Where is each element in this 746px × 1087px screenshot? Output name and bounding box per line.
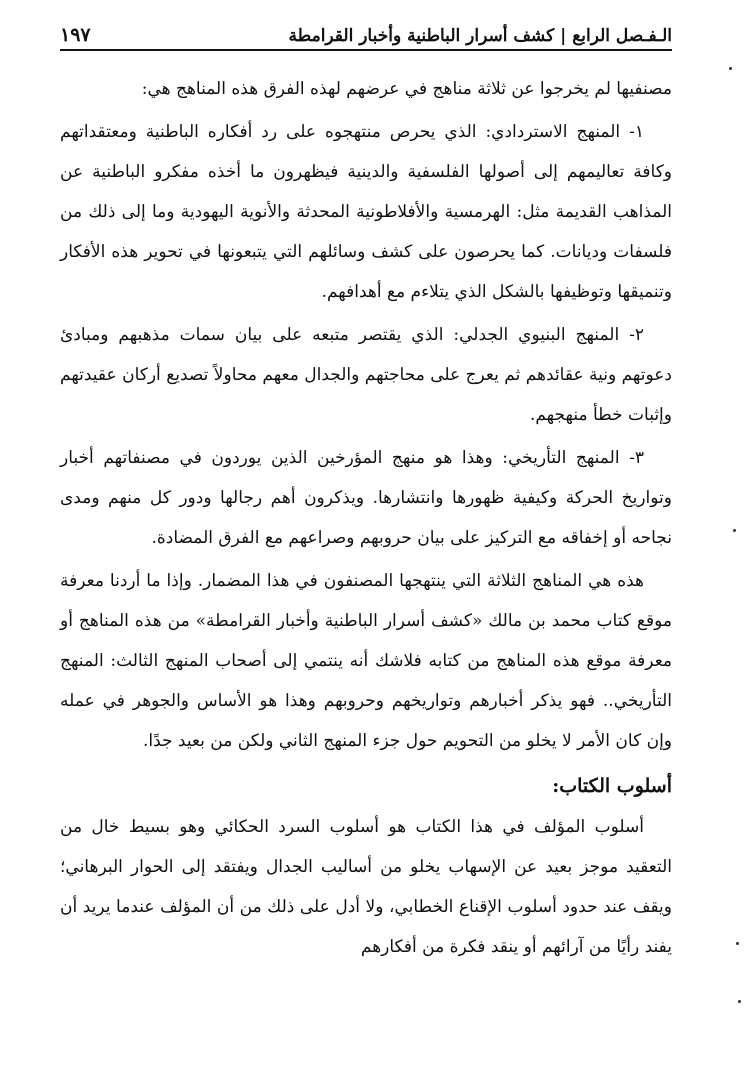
scan-speck [738,1000,741,1003]
summary-paragraph: هذه هي المناهج الثلاثة التي ينتهجها المصنفون في هذا المضمار. وإذا ما أردنا معرفة موقع كتاب محمد بن مالك «كشف أسرار الباطنية وأخبار القرامطة» من هذه المناهج أو معرفة موقع هذه المناهج من كتابه فلاشك أنه ينتمي إلى أصحاب المنهج الثالث: المنهج التأريخي.. فهو يذكر أخبارهم وتواريخهم وحروبهم وهذا هو الأساس والجوهر في عمله وإن كان الأمر لا يخلو من التحويم حول جزء المنهج الثاني ولكن من بعيد جدًا. [60,571,672,751]
scan-speck [736,942,739,945]
page-number: ١٩٧ [60,24,91,46]
book-page [60,12,672,1072]
page-body [60,69,672,967]
method-1-paragraph: ١- المنهج الاستردادي: الذي يحرص منتهجوه على رد أفكاره الباطنية ومعتقداتهم وكافة تعاليمهم إلى أصولها الفلسفية والدينية فيظهرون ما أخذه مفكرو الباطنية عن المذاهب القديمة مثل: الهرمسية والأفلاطونية المحدثة والأنوية اليهودية وما إلى ذلك من فلسفات وديانات. كما يحرصون على كشف وسائلهم التي يتبعونها في تحوير هذه الأفكار وتنميقها وتوظيفها بالشكل الذي يتلاءم مع أهدافهم. [60,122,672,302]
scan-speck [729,67,732,70]
method-3-paragraph: ٣- المنهج التأريخي: وهذا هو منهج المؤرخين الذين يوردون في مصنفاتهم أخبار وتواريخ الحركة وكيفية ظهورها وانتشارها. ويذكرون أهم رجالها ودور كل منهم ومدى نجاحه أو إخفاقه مع التركيز على بيان حروبهم وصراعهم مع الفرق المضادة. [60,448,672,548]
method-2-paragraph: ٢- المنهج البنيوي الجدلي: الذي يقتصر متبعه على بيان سمات مذهبهم ومبادئ دعوتهم ونية عقائدهم ثم يعرج على محاجتهم والجدال معهم محاولاً تصديع أركان عقيدتهم وإثبات خطأ منهجهم. [60,325,672,425]
section-heading: أسلوب الكتاب: [552,775,672,797]
running-header [60,12,672,51]
intro-paragraph: مصنفيها لم يخرجوا عن ثلاثة مناهج في عرضهم لهذه الفرق هذه المناهج هي: [141,79,672,99]
scan-speck [733,529,736,532]
running-title: الـفـصل الرابع | كشف أسرار الباطنية وأخبار القرامطة [288,26,672,46]
style-paragraph: أسلوب المؤلف في هذا الكتاب هو أسلوب السرد الحكائي وهو بسيط خال من التعقيد موجز بعيد عن الإسهاب يخلو من أساليب الجدال ويفتقد إلى الحوار البرهاني؛ ويقف عند حدود أسلوب الإقناع الخطابي، ولا أدل على ذلك من أن المؤلف عندما يريد أن يفند رأيًا من آرائهم أو ينقد فكرة من أفكارهم [60,817,672,957]
